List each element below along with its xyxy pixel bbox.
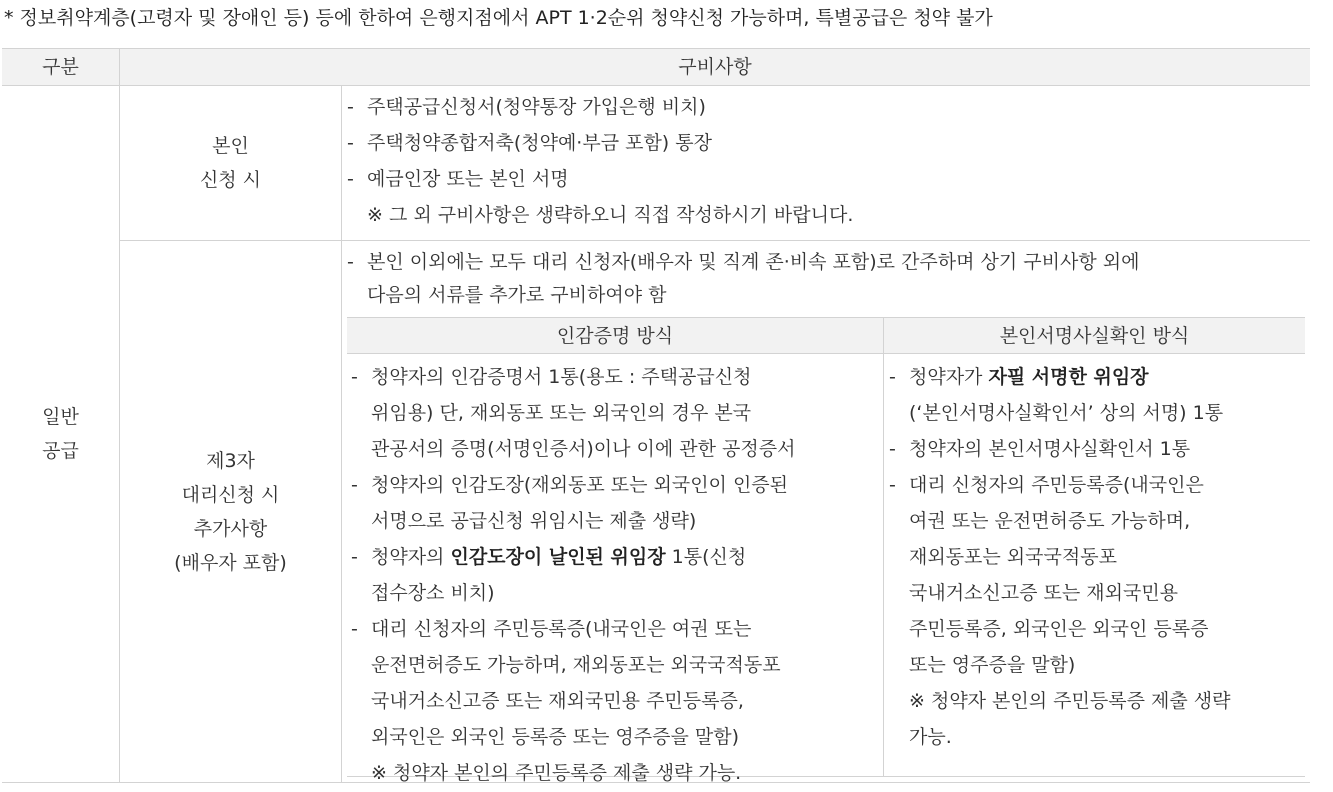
list-item: [349, 359, 883, 467]
proxy-label-line3: 추가사항: [193, 517, 268, 540]
item-line: 대리 신청자의 주민등록증(내국인은: [909, 474, 1204, 496]
item-line: 위임용) 단, 재외동포 또는 외국인의 경우 본국: [371, 402, 752, 424]
item-emphasis: 인감도장이 날인된 위임장: [450, 546, 666, 568]
list-item: [349, 611, 883, 755]
item-line: 재외동포는 외국국적동포: [909, 546, 1117, 568]
proxy-intro-line1: 본인 이외에는 모두 대리 신청자(배우자 및 직계 존·비속 포함)로 간주하며 상기 구비사항 외에: [367, 251, 1140, 273]
signature-method-label: 본인서명사실확인 방식: [999, 324, 1190, 347]
item-line: 청약자의 인감증명서 1통(용도 : 주택공급신청: [371, 366, 752, 388]
item-line: 또는 영주증을 말함): [909, 654, 1076, 676]
item-line: 대리 신청자의 주민등록증(내국인은 여권 또는: [371, 618, 752, 640]
item-line: (‘본인서명사실확인서’ 상의 서명) 1통: [909, 402, 1224, 424]
item-line: 관공서의 증명(서명인증서)이나 이에 관한 공정증서: [371, 438, 796, 460]
signature-confirmation-method-header: [884, 318, 1305, 353]
list-item: - 주택공급신청서(청약통장 가입은행 비치): [345, 89, 1305, 125]
list-item: - 주택청약종합저축(청약예·부금 포함) 통장: [345, 125, 1305, 161]
list-item: - 예금인장 또는 본인 서명: [345, 161, 1305, 197]
item-emphasis: 자필 서명한 위임장: [988, 366, 1149, 388]
signature-method-note: [887, 683, 1305, 755]
row-group-general-supply: [2, 86, 119, 782]
item-text: 청약자의: [371, 546, 451, 568]
signature-method-list: [887, 359, 1305, 755]
item-line: 접수장소 비치): [371, 582, 495, 604]
item-text: 청약자가: [909, 366, 989, 388]
list-item: [887, 359, 1305, 431]
header-requirements: [120, 49, 1310, 85]
proxy-application-label: [120, 241, 341, 782]
item-line: 청약자의 인감도장(재외동포 또는 외국인이 인증된: [371, 474, 789, 496]
header-requirements-label: 구비사항: [678, 56, 752, 78]
item-line: 여권 또는 운전면허증도 가능하며,: [909, 510, 1191, 532]
item-line: 국내거소신고증 또는 재외국민용: [909, 582, 1179, 604]
self-note: ※ 그 외 구비사항은 생략하오니 직접 작성하시기 바랍니다.: [367, 204, 854, 226]
proxy-intro-line2: 다음의 서류를 추가로 구비하여야 함: [367, 284, 667, 306]
header-category: [2, 49, 119, 85]
item-line: 주민등록증, 외국인은 외국인 등록증: [909, 618, 1209, 640]
list-item: [349, 539, 883, 611]
item-line: 국내거소신고증 또는 재외국민용 주민등록증,: [371, 690, 744, 712]
item-line: 가능.: [909, 726, 952, 748]
item-line: 서명으로 공급신청 위임시는 제출 생략): [371, 510, 697, 532]
proxy-label-line4: (배우자 포함): [174, 551, 287, 574]
proxy-intro: [345, 246, 1305, 312]
self-application-label: [120, 86, 341, 240]
list-item: [349, 467, 883, 539]
list-item: [887, 467, 1305, 683]
proxy-label-line1: 제3자: [206, 449, 255, 472]
proxy-label-line2: 대리신청 시: [181, 483, 280, 506]
item-line: 외국인은 외국인 등록증 또는 영주증을 말함): [371, 726, 739, 748]
seal-method-label: 인감증명 방식: [556, 324, 674, 347]
item-line: ※ 청약자 본인의 주민등록증 제출 생략: [909, 690, 1231, 712]
header-category-label: 구분: [42, 56, 79, 78]
self-label-line1: 본인: [212, 135, 249, 157]
item-text: 1통(신청: [665, 546, 747, 568]
seal-certificate-method-header: [347, 318, 883, 353]
seal-method-list: [349, 359, 883, 791]
row-group-line1: 일반: [42, 406, 79, 428]
self-label-line2: 신청 시: [199, 169, 262, 191]
self-requirements-list: [345, 89, 1305, 233]
list-item: - 청약자의 본인서명사실확인서 1통: [887, 431, 1305, 467]
item-line: 운전면허증도 가능하며, 재외동포는 외국국적동포: [371, 654, 781, 676]
row-group-line2: 공급: [42, 440, 79, 462]
list-item: [345, 246, 1305, 312]
seal-method-note: ※ 청약자 본인의 주민등록증 제출 생략 가능.: [371, 762, 742, 784]
notice-text: * 정보취약계층(고령자 및 장애인 등) 등에 한하여 은행지점에서 APT 1·2순위 청약신청 가능하며, 특별공급은 청약 불가: [4, 7, 993, 29]
